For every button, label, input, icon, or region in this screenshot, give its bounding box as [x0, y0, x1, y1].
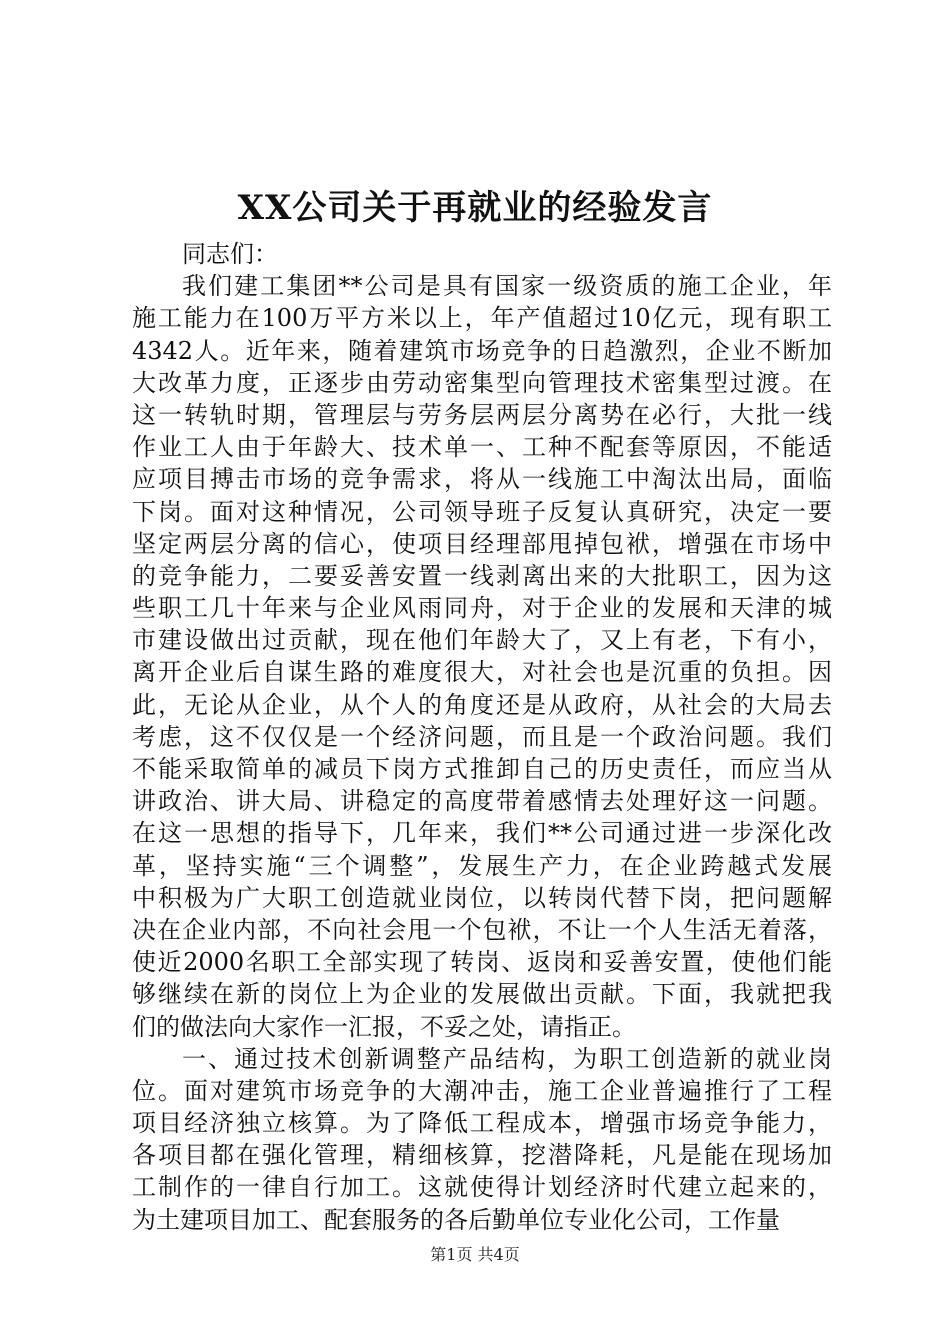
text-line: 大改革力度，正逐步由劳动密集型向管理技术密集型过渡。在 — [132, 368, 832, 397]
text-line: 位。面对建筑市场竞争的大潮冲击，施工企业普遍推行了工程 — [132, 1076, 832, 1105]
text-line: 作业工人由于年龄大、技术单一、工种不配套等原因，不能适 — [132, 433, 832, 462]
text-line: 坚定两层分离的信心，使项目经理部甩掉包袱，增强在市场中 — [132, 529, 832, 558]
text-line: 下岗。面对这种情况，公司领导班子反复认真研究，决定一要 — [132, 497, 832, 526]
text-line: 决在企业内部，不向社会甩一个包袱，不让一个人生活无着落， — [132, 915, 832, 944]
text-line: 够继续在新的岗位上为企业的发展做出贡献。下面，我就把我 — [132, 980, 832, 1009]
text-line: 讲政治、讲大局、讲稳定的高度带着感情去处理好这一问题。 — [132, 787, 832, 816]
text-line: 考虑，这不仅仅是一个经济问题，而且是一个政治问题。我们 — [132, 722, 832, 751]
page-footer: 第1页 共4页 — [430, 1245, 520, 1264]
text-line: 工制作的一律自行加工。这就使得计划经济时代建立起来的， — [132, 1173, 832, 1202]
text-line: 些职工几十年来与企业风雨同舟，对于企业的发展和天津的城 — [132, 594, 832, 623]
text-line: 在这一思想的指导下，几年来，我们**公司通过进一步深化改 — [132, 819, 832, 848]
text-line: 4342人。近年来，随着建筑市场竞争的日趋激烈，企业不断加 — [132, 336, 832, 365]
text-line: 为土建项目加工、配套服务的各后勤单位专业化公司，工作量 — [132, 1205, 780, 1234]
text-line: 施工能力在100万平方米以上，年产值超过10亿元，现有职工 — [132, 304, 832, 333]
text-line: 这一转轨时期，管理层与劳务层两层分离势在必行，大批一线 — [132, 400, 832, 429]
text-line: 一、通过技术创新调整产品结构，为职工创造新的就业岗 — [182, 1044, 832, 1073]
text-line: 此，无论从企业，从个人的角度还是从政府，从社会的大局去 — [132, 690, 832, 719]
text-line: 我们建工集团**公司是具有国家一级资质的施工企业，年 — [182, 272, 832, 301]
text-line: 项目经济独立核算。为了降低工程成本，增强市场竞争能力， — [132, 1109, 832, 1138]
text-line: 们的做法向大家作一汇报，不妥之处，请指正。 — [132, 1012, 636, 1041]
text-line: 市建设做出过贡献，现在他们年龄大了，又上有老，下有小， — [132, 626, 832, 655]
text-line: 中积极为广大职工创造就业岗位，以转岗代替下岗，把问题解 — [132, 883, 832, 912]
text-line: 的竞争能力，二要妥善安置一线剥离出来的大批职工，因为这 — [132, 561, 832, 590]
text-line: 应项目搏击市场的竞争需求，将从一线施工中淘汰出局，面临 — [132, 465, 832, 494]
text-line: 同志们： — [182, 240, 278, 268]
document-body — [132, 238, 832, 1236]
document-title: XX公司关于再就业的经验发言 — [237, 188, 713, 228]
text-line: 各项目都在强化管理，精细核算，挖潜降耗，凡是能在现场加 — [132, 1141, 832, 1170]
text-line: 不能采取简单的减员下岗方式推卸自己的历史责任，而应当从 — [132, 755, 832, 783]
text-line: 离开企业后自谋生路的难度很大，对社会也是沉重的负担。因 — [132, 658, 832, 687]
text-line: 使近2000名职工全部实现了转岗、返岗和妥善安置，使他们能 — [132, 948, 832, 977]
text-line: 革，坚持实施“三个调整”，发展生产力，在企业跨越式发展 — [132, 851, 832, 880]
